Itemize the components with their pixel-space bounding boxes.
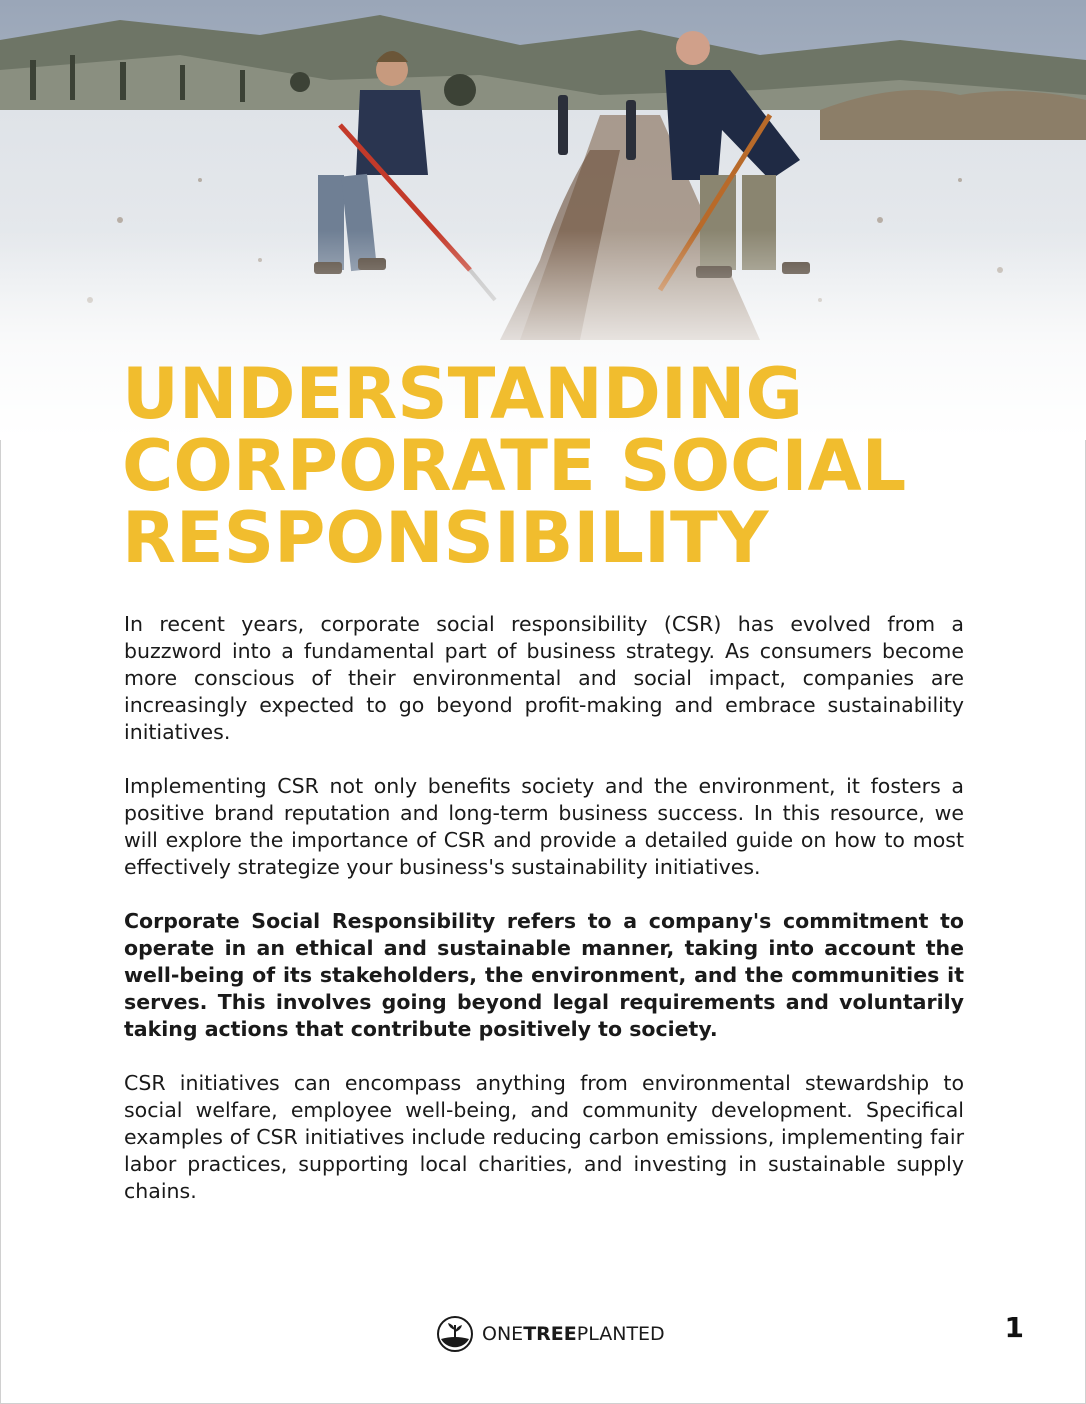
- logo-word-tree: TREE: [523, 1323, 577, 1345]
- page-number: 1: [1004, 1311, 1024, 1344]
- logo-word-one: ONE: [482, 1323, 524, 1345]
- page-title: [122, 353, 907, 579]
- one-tree-planted-logo: [436, 1314, 665, 1354]
- paragraph-intro: In recent years, corporate social responsibility (CSR) has evolved from a buzzword into a fundamental part of business strategy. As consumers become more conscious of their environmental and social impact, companies are increasingly expected to go beyond profit-making and embrace sustainability initiatives.: [124, 612, 964, 744]
- logo-wordmark: [482, 1323, 665, 1345]
- title-line-3: RESPONSIBILITY: [122, 497, 769, 579]
- title-line-2: CORPORATE SOCIAL: [122, 425, 907, 507]
- tree-logo-icon: [436, 1315, 474, 1353]
- title-line-1: UNDERSTANDING: [122, 353, 803, 435]
- paragraph-benefits: Implementing CSR not only benefits society and the environment, it fosters a positive brand reputation and long-term business success. In this resource, we will explore the importance of CSR and provide a detailed guide on how to most effectively strategize your business's sustainability initiatives.: [124, 774, 964, 879]
- logo-word-planted: PLANTED: [576, 1323, 665, 1345]
- paragraph-examples: CSR initiatives can encompass anything from environmental stewardship to social welfare, employee well-being, and community development. Specifical examples of CSR initiatives include reducing carbon emissions, implementing fair labor practices, supporting local charities, and investing in sustainable supply chains.: [124, 1071, 964, 1203]
- paragraph-definition: Corporate Social Responsibility refers to a company's commitment to operate in an ethical and sustainable manner, taking into account the well-being of its stakeholders, the environment, and the communities it serves. This involves going beyond legal requirements and voluntarily taking actions that contribute positively to society.: [124, 909, 964, 1041]
- body-text: [124, 611, 964, 1232]
